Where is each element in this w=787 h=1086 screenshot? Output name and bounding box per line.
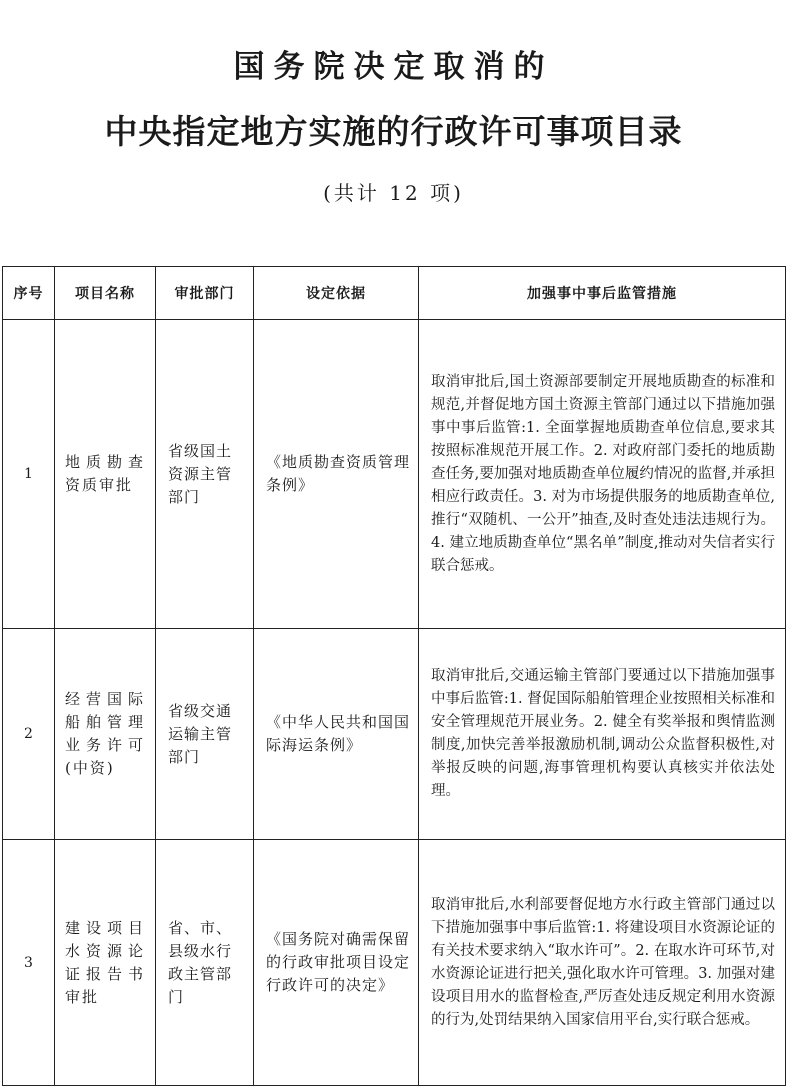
cell-legal-basis: 《国务院对确需保留的行政审批项目设定行政许可的决定》 xyxy=(254,840,419,1086)
cell-serial-number: 2 xyxy=(3,629,55,840)
document-subtitle: (共计 12 项) xyxy=(323,181,464,205)
cell-approval-department: 省、市、县级水行政主管部门 xyxy=(156,840,254,1086)
header-approval-department: 审批部门 xyxy=(156,267,254,320)
cell-approval-department: 省级交通运输主管部门 xyxy=(156,629,254,840)
cell-supervision-measures: 取消审批后,水利部要督促地方水行政主管部门通过以下措施加强事中事后监管:1. 将建设项目水资源论证的有关技术要求纳入“取水许可”。2. 在取水许可环节,对水资源论证进行把关,强化取水许可管理。3. 加强对建设项目用水的监督检查,严厉查处违反规定利用水资源的行为,处罚结果纳入国家信用平台,实行联合惩戒。 xyxy=(419,840,786,1086)
document-title-line-1: 国务院决定取消的 xyxy=(233,49,554,85)
cell-supervision-measures: 取消审批后,国土资源部要制定开展地质勘查的标准和规范,并督促地方国土资源主管部门通过以下措施加强事中事后监管:1. 全面掌握地质勘查单位信息,要求其按照标准规范开展工作。2. 对政府部门委托的地质勘查任务,要加强对地质勘查单位履约情况的监督,并承担相应行政责任。3. 对为市场提供服务的地质勘查单位,推行“双随机、一公开”抽查,及时查处违法违规行为。4. 建立地质勘查单位“黑名单”制度,推动对失信者实行联合惩戒。 xyxy=(419,320,786,629)
cell-item-name: 建设项目水资源论证报告书审批 xyxy=(55,840,156,1086)
cell-item-name: 经营国际船舶管理业务许可(中资) xyxy=(55,629,156,840)
table-row xyxy=(3,629,786,840)
cell-supervision-measures: 取消审批后,交通运输主管部门要通过以下措施加强事中事后监管:1. 督促国际船舶管理企业按照相关标准和安全管理规范开展业务。2. 健全有奖举报和舆情监测制度,加快完善举报激励机制,调动公众监督积极性,对举报反映的问题,海事管理机构要认真核实并依法处理。 xyxy=(419,629,786,840)
catalog-table xyxy=(2,266,786,1086)
header-legal-basis: 设定依据 xyxy=(254,267,419,320)
cell-legal-basis: 《地质勘查资质管理条例》 xyxy=(254,320,419,629)
header-supervision-measures: 加强事中事后监管措施 xyxy=(419,267,786,320)
document-title-line-2: 中央指定地方实施的行政许可事项目录 xyxy=(104,112,683,151)
cell-serial-number: 1 xyxy=(3,320,55,629)
header-serial-number: 序号 xyxy=(3,267,55,320)
cell-serial-number: 3 xyxy=(3,840,55,1086)
table-header-row xyxy=(3,267,786,320)
table-row xyxy=(3,320,786,629)
table-row xyxy=(3,840,786,1086)
header-item-name: 项目名称 xyxy=(55,267,156,320)
cell-item-name: 地质勘查资质审批 xyxy=(55,320,156,629)
cell-approval-department: 省级国土资源主管部门 xyxy=(156,320,254,629)
cell-legal-basis: 《中华人民共和国国际海运条例》 xyxy=(254,629,419,840)
